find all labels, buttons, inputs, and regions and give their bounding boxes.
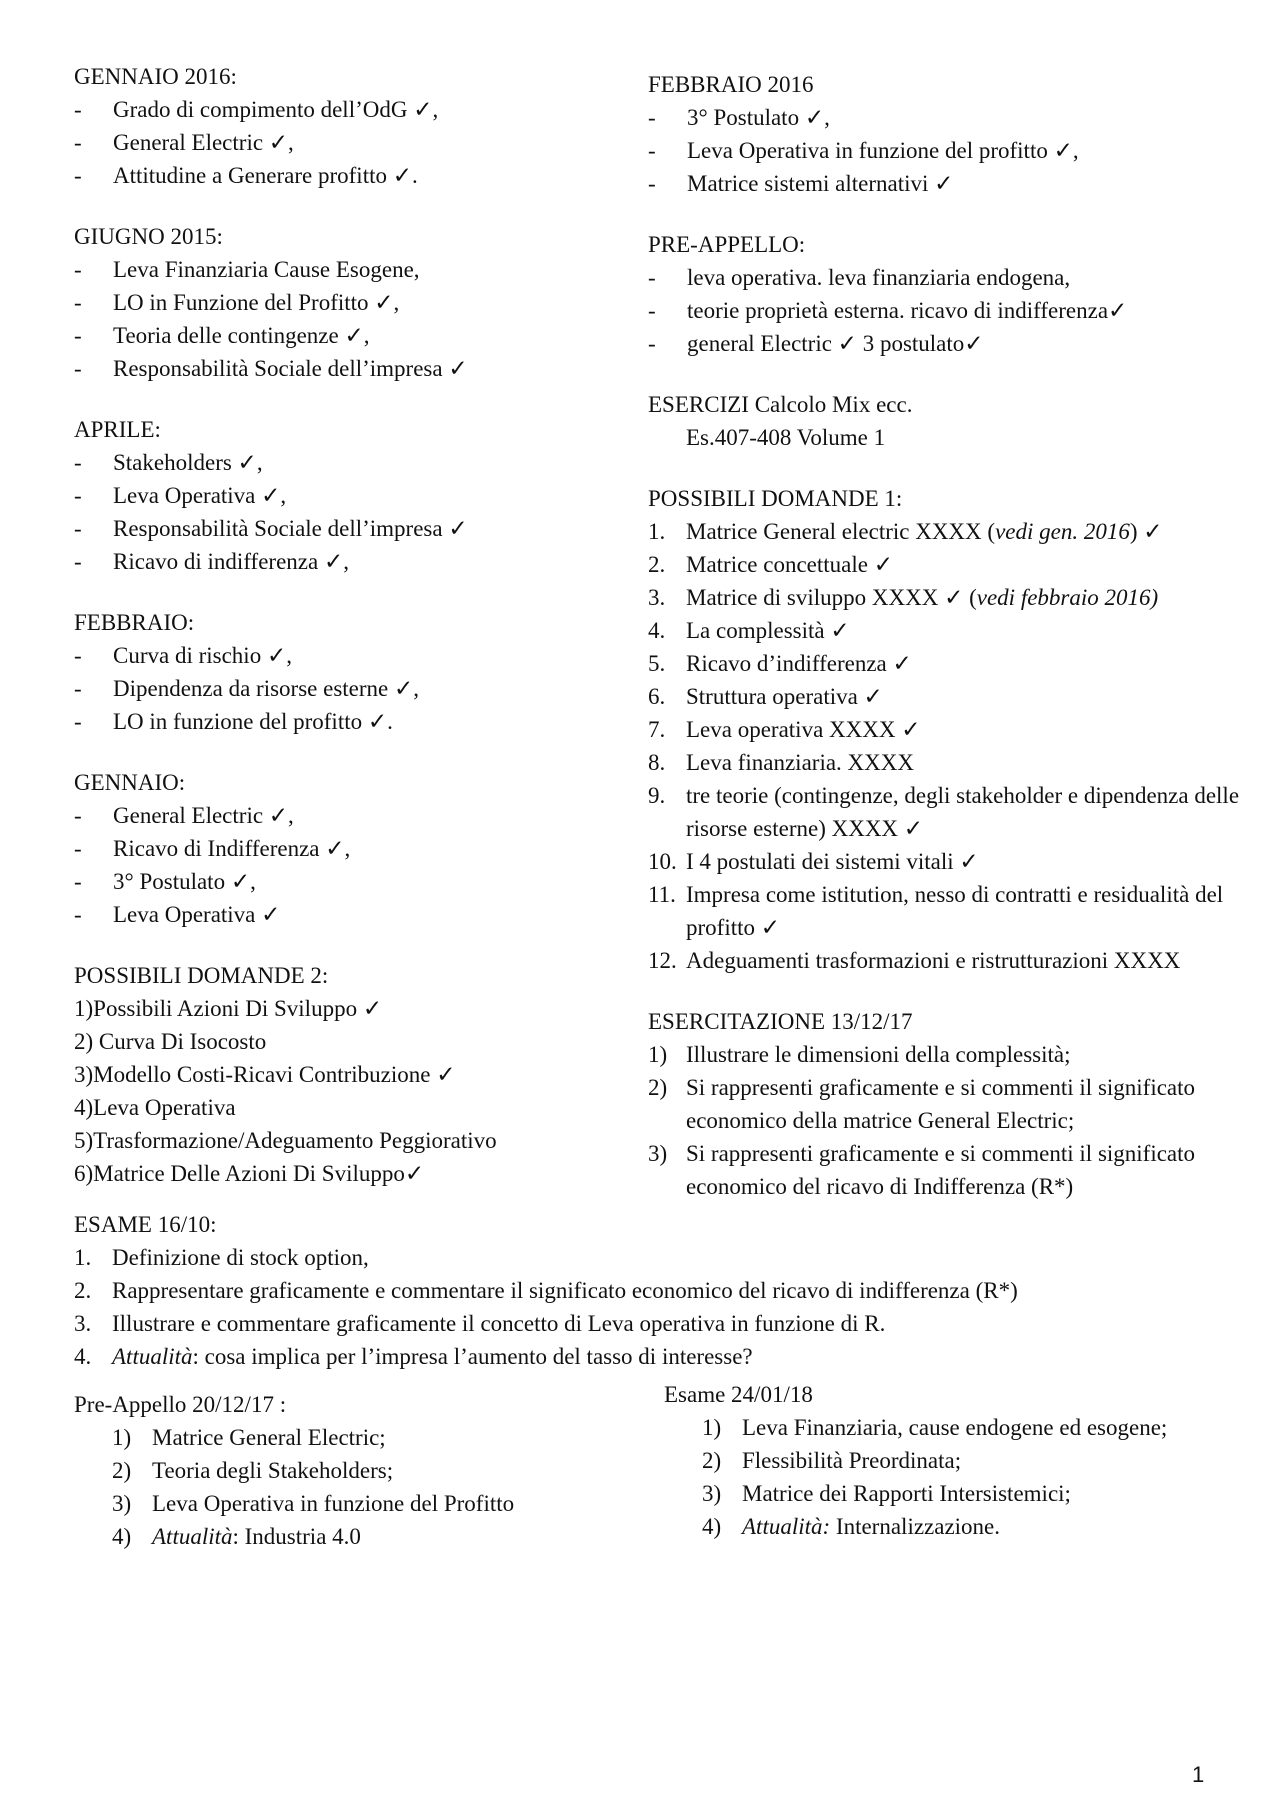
list-item: 1. Definizione di stock option,	[74, 1245, 369, 1270]
list-item: 2. Rappresentare graficamente e commentare il significato economico del ricavo di indifferenza (R*)	[74, 1278, 1018, 1303]
list-item: - General Electric ✓,	[74, 130, 294, 155]
list-item: 4)Leva Operativa	[74, 1095, 236, 1120]
list-item: - Leva Operativa ✓,	[74, 483, 287, 508]
list-item: 10. I 4 postulati dei sistemi vitali ✓	[648, 849, 979, 874]
list-item: - LO in funzione del profitto ✓.	[74, 709, 393, 734]
section-title: PRE-APPELLO:	[648, 232, 806, 257]
section-title: ESAME 16/10:	[74, 1212, 217, 1237]
section-esame-16-10	[74, 1208, 1254, 1373]
list-item: - leva operativa. leva finanziaria endogena,	[648, 265, 1071, 290]
list-item: - Ricavo di indifferenza ✓,	[74, 549, 349, 574]
list-item: 2) Curva Di Isocosto	[74, 1029, 267, 1054]
list-item: 7. Leva operativa XXXX ✓	[648, 717, 921, 742]
list-item: 1) Illustrare le dimensioni della complessità;	[648, 1042, 1071, 1067]
list-item: - Teoria delle contingenze ✓,	[74, 323, 370, 348]
list-item: - Leva Finanziaria Cause Esogene,	[74, 257, 420, 282]
section-title: Esame 24/01/18	[664, 1382, 813, 1407]
list-item: 11. Impresa come istitution, nesso di contratti e residualità del profitto ✓	[648, 882, 1224, 940]
list-item: 12. Adeguamenti trasformazioni e ristrutturazioni XXXX	[648, 948, 1181, 973]
list-item: - General Electric ✓,	[74, 803, 294, 828]
list-item: 1. Matrice General electric XXXX (vedi gen. 2016) ✓	[648, 519, 1163, 544]
section-title: FEBBRAIO:	[74, 610, 195, 635]
list-item: 3) Si rappresenti graficamente e si commenti il significato economico del ricavo di Indifferenza (R*)	[648, 1141, 1196, 1199]
list-item: 1) Matrice General Electric;	[112, 1425, 386, 1450]
list-item: - Curva di rischio ✓,	[74, 643, 292, 668]
section-title: ESERCIZI Calcolo Mix ecc.	[648, 392, 913, 417]
section-gennaio	[74, 766, 654, 931]
list-item: 5)Trasformazione/Adeguamento Peggiorativo	[74, 1128, 497, 1153]
list-item: - Grado di compimento dell’OdG ✓,	[74, 97, 439, 122]
list-item: - teorie proprietà esterna. ricavo di indifferenza✓	[648, 298, 1128, 323]
list-item: 2) Flessibilità Preordinata;	[702, 1448, 962, 1473]
list-item: - Ricavo di Indifferenza ✓,	[74, 836, 351, 861]
list-item: - Responsabilità Sociale dell’impresa ✓	[74, 356, 468, 381]
list-item: 4) Attualità: Industria 4.0	[112, 1524, 361, 1549]
list-item: - Responsabilità Sociale dell’impresa ✓	[74, 516, 468, 541]
list-item: 3. Matrice di sviluppo XXXX ✓ (vedi febbraio 2016)	[648, 585, 1159, 610]
page-number: 1	[1192, 1762, 1205, 1787]
section-gennaio-2016	[74, 60, 654, 192]
section-title: GENNAIO:	[74, 770, 186, 795]
list-item: 3) Matrice dei Rapporti Intersistemici;	[702, 1481, 1071, 1506]
list-item: - Attitudine a Generare profitto ✓.	[74, 163, 418, 188]
list-item: - Dipendenza da risorse esterne ✓,	[74, 676, 420, 701]
list-item: 2) Si rappresenti graficamente e si commenti il significato economico della matrice General Electric;	[648, 1075, 1196, 1133]
list-item: 2. Matrice concettuale ✓	[648, 552, 893, 577]
right-column	[648, 68, 1278, 1231]
section-title: GIUGNO 2015:	[74, 224, 223, 249]
section-title: ESERCITAZIONE 13/12/17	[648, 1009, 913, 1034]
list-item: - 3° Postulato ✓,	[648, 105, 830, 130]
left-column	[74, 60, 654, 1218]
section-pre-appello-20-12-17	[74, 1388, 634, 1553]
list-item: 3)Modello Costi-Ricavi Contribuzione ✓	[74, 1062, 456, 1087]
list-item: 5. Ricavo d’indifferenza ✓	[648, 651, 912, 676]
section-title: Pre-Appello 20/12/17 :	[74, 1392, 287, 1417]
list-item: 6. Struttura operativa ✓	[648, 684, 883, 709]
list-item: 4. La complessità ✓	[648, 618, 850, 643]
section-title: POSSIBILI DOMANDE 2:	[74, 963, 329, 988]
section-esercitazione	[648, 1005, 1278, 1203]
section-possibili-domande-2	[74, 959, 654, 1190]
section-title: APRILE:	[74, 417, 161, 442]
list-item: 1)Possibili Azioni Di Sviluppo ✓	[74, 996, 383, 1021]
section-febbraio	[74, 606, 654, 738]
list-item: 1) Leva Finanziaria, cause endogene ed esogene;	[702, 1415, 1168, 1440]
list-item: - 3° Postulato ✓,	[74, 869, 256, 894]
list-item: 2) Teoria degli Stakeholders;	[112, 1458, 394, 1483]
section-title: POSSIBILI DOMANDE 1:	[648, 486, 903, 511]
section-title: GENNAIO 2016:	[74, 64, 237, 89]
list-item: 3. Illustrare e commentare graficamente il concetto di Leva operativa in funzione di R.	[74, 1311, 886, 1336]
section-pre-appello	[648, 228, 1278, 360]
exercise-reference: Es.407-408 Volume 1	[686, 425, 886, 450]
list-item: - Matrice sistemi alternativi ✓	[648, 171, 954, 196]
list-item: 8. Leva finanziaria. XXXX	[648, 750, 914, 775]
list-item: - general Electric ✓ 3 postulato✓	[648, 331, 984, 356]
section-esercizi	[648, 388, 1278, 454]
section-febbraio-2016	[648, 68, 1278, 200]
list-item: - LO in Funzione del Profitto ✓,	[74, 290, 400, 315]
list-item: 3) Leva Operativa in funzione del Profitto	[112, 1491, 515, 1516]
section-aprile	[74, 413, 654, 578]
list-item: 4. Attualità: cosa implica per l’impresa l’aumento del tasso di interesse?	[74, 1344, 753, 1369]
section-title: FEBBRAIO 2016	[648, 72, 814, 97]
section-possibili-domande-1	[648, 482, 1278, 977]
section-esame-24-01-18	[664, 1378, 1264, 1543]
list-item: - Leva Operativa in funzione del profitto ✓,	[648, 138, 1079, 163]
list-item: 4) Attualità: Internalizzazione.	[702, 1514, 1001, 1539]
list-item: - Leva Operativa ✓	[74, 902, 281, 927]
list-item: 9. tre teorie (contingenze, degli stakeholder e dipendenza delle risorse esterne) XXXX ✓	[648, 783, 1240, 841]
list-item: 6)Matrice Delle Azioni Di Sviluppo✓	[74, 1161, 425, 1186]
list-item: - Stakeholders ✓,	[74, 450, 263, 475]
section-giugno-2015	[74, 220, 654, 385]
